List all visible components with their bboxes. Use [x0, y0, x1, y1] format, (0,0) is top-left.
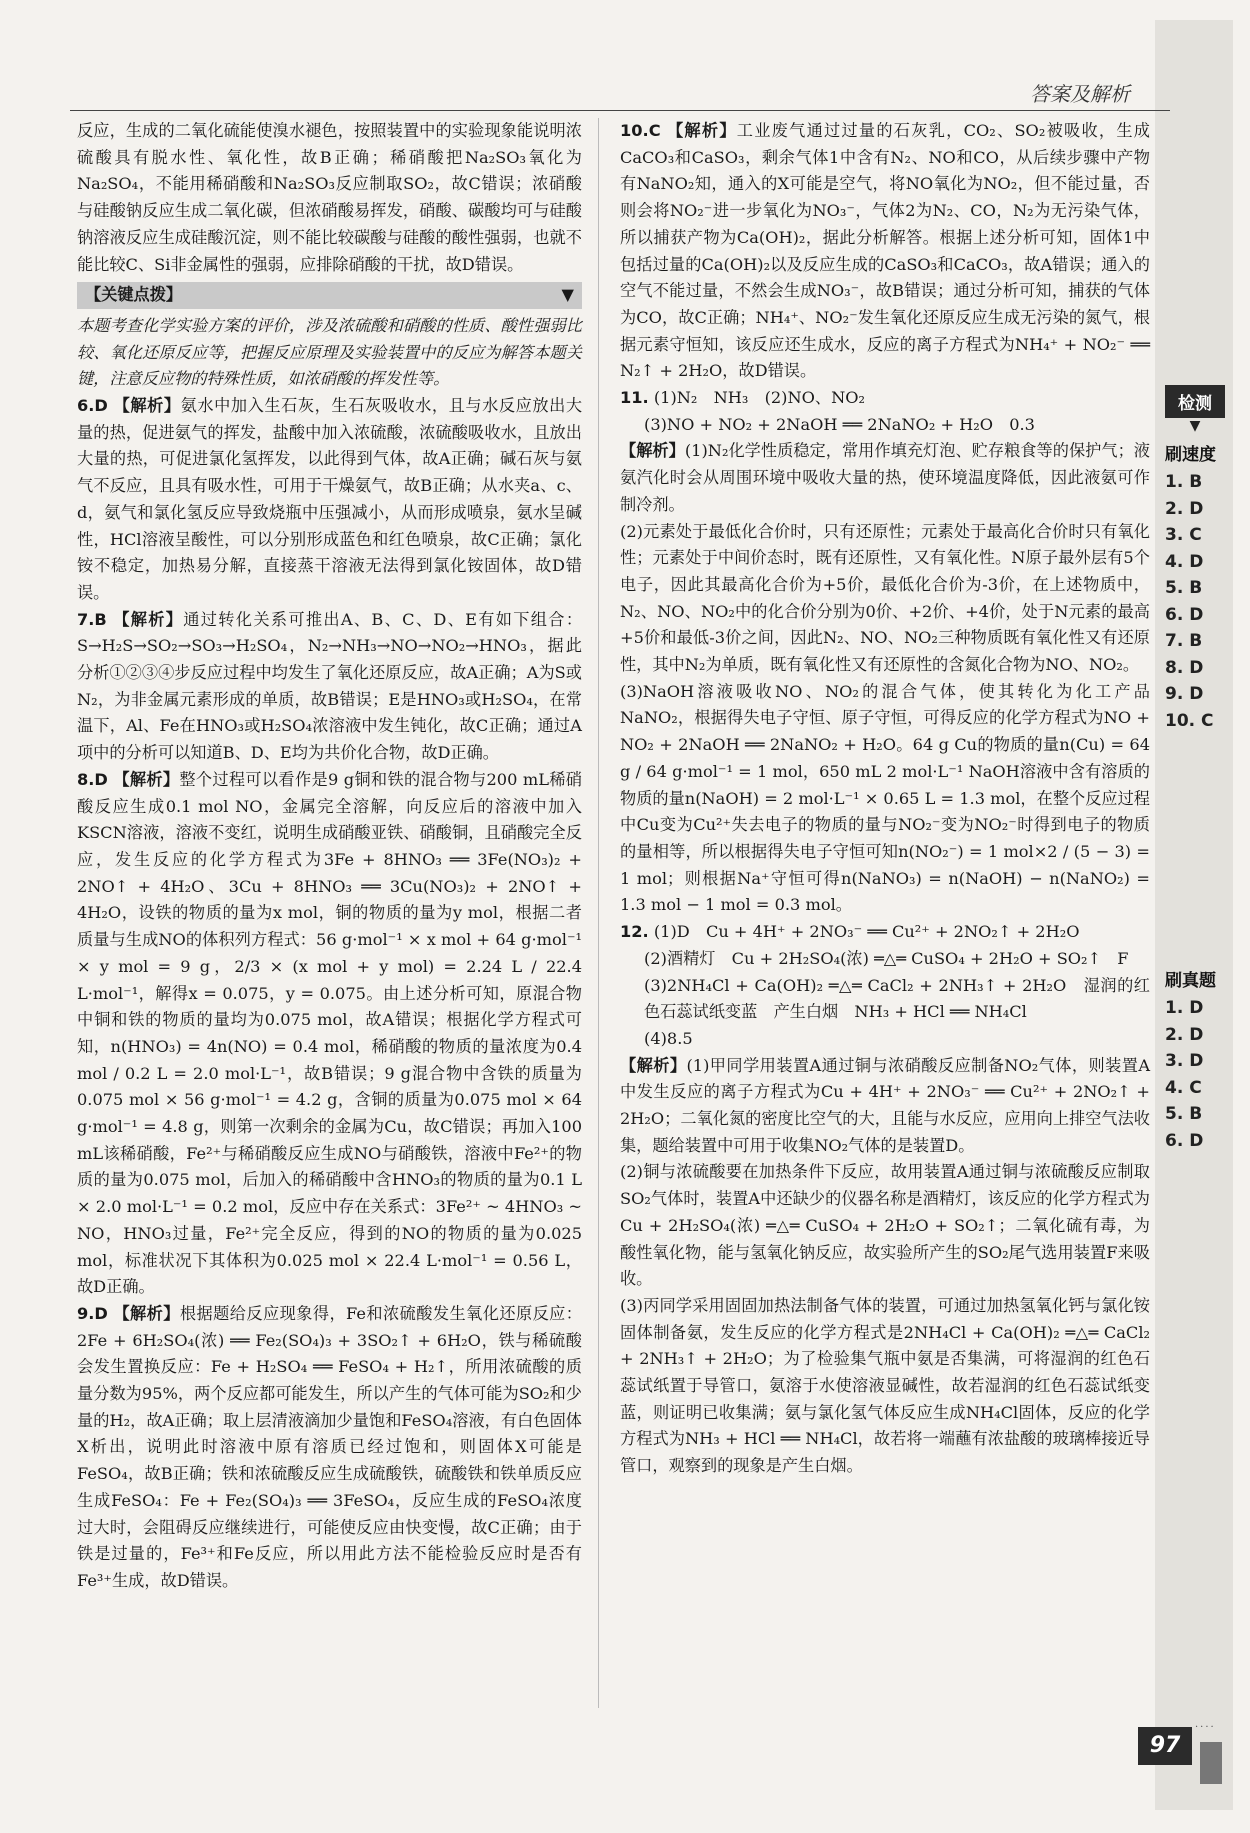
sidebar-answer: 3. C	[1165, 525, 1202, 545]
question-analysis	[77, 767, 582, 1301]
keypoint-header	[77, 282, 582, 309]
answer-text: (4)8.5	[644, 1028, 693, 1048]
analysis-text: 通过转化关系可推出A、B、C、D、E有如下组合：S→H₂S→SO₂→SO₃→H₂SO₄，N₂→NH₃→NO→NO₂→HNO₃，据此分析①②③④步反应过程中均发生了氧化还原反应，故A正确；A为S或N₂，为非金属元素形成的单质，故B错误；E是HNO₃或H₂SO₄，在常温下，Al、Fe在HNO₃或H₂SO₄浓溶液中发生钝化，故C正确；通过A项中的分析可以知道B、D、E均为共价化合物，故D正确。	[77, 609, 583, 763]
sidebar-answer: 2. D	[1165, 1024, 1204, 1045]
sidebar-answer: 7. B	[1165, 631, 1203, 651]
sidebar-group-title: 刷真题	[1165, 971, 1216, 991]
paragraph: (2)铜与浓硫酸要在加热条件下反应，故用装置A通过铜与浓硫酸反应制取SO₂气体时，装置A中还缺少的仪器名称是酒精灯，该反应的化学方程式为Cu + 2H₂SO₄(浓) ═△═ CuSO₄ + 2H₂O + SO₂↑；二氧化硫有毒，为酸性氧化物，能与氢氧化钠反应，故实验所产生的SO₂尾气选用装置F来吸收。	[620, 1162, 1150, 1289]
sidebar-answer: 1. D	[1165, 998, 1204, 1018]
analysis-tag: 【解析】	[620, 1055, 687, 1075]
sidebar-answer: 2. D	[1165, 498, 1204, 519]
sidebar-real-exam	[1165, 960, 1225, 1154]
page-dots: ····	[1195, 1722, 1216, 1733]
question-number: 6.	[77, 396, 95, 416]
header-rule	[70, 110, 1170, 111]
question-answer: B	[94, 609, 107, 629]
analysis-paragraph	[620, 438, 1150, 518]
page-number: 97	[1138, 1727, 1192, 1765]
answer-text: (1)D Cu + 4H⁺ + 2NO₃⁻ ══ Cu²⁺ + 2NO₂↑ + 2H₂O	[653, 922, 1080, 942]
answer-line	[644, 946, 1150, 973]
paragraph: 反应，生成的二氧化硫能使溴水褪色，按照装置中的实验现象能说明浓硫酸具有脱水性、氧化性，故B正确；稀硝酸把Na₂SO₃氧化为Na₂SO₄，不能用稀硝酸和Na₂SO₃反应制取SO₂，故C错误；浓硝酸与硅酸钠反应生成二氧化碳，但浓硝酸易挥发，硝酸、碳酸均可与硅酸钠溶液反应生成硅酸沉淀，则不能比较碳酸与硅酸的酸性强弱，也就不能比较C、Si非金属性的强弱，应排除硝酸的干扰，故D错误。	[77, 121, 582, 274]
sidebar-answer: 4. C	[1165, 1077, 1202, 1098]
analysis-paragraph	[620, 1053, 1150, 1160]
question-number: 11.	[620, 388, 649, 408]
sidebar-answer: 10. C	[1165, 710, 1214, 731]
keypoint-label: 【关键点拨】	[85, 285, 183, 305]
answer-text: (3)2NH₄Cl + Ca(OH)₂ ═△═ CaCl₂ + 2NH₃↑ + 2H₂O 湿润的红色石蕊试纸变蓝 产生白烟 NH₃ + HCl ══ NH₄Cl	[644, 975, 1150, 1022]
keypoint-text: 本题考查化学实验方案的评价，涉及浓硫酸和硝酸的性质、酸性强弱比较、氧化还原反应等，把握反应原理及实验装置中的反应为解答本题关键，注意反应物的特殊性质，如浓硝酸的挥发性等。	[77, 315, 582, 389]
answer-text: (1)N₂ NH₃ (2)NO、NO₂	[653, 388, 866, 408]
analysis-tag: 【解析】	[113, 609, 184, 629]
answer-line	[620, 919, 1150, 946]
sidebar-answer-list	[1165, 995, 1225, 1154]
question-analysis	[620, 118, 1150, 385]
analysis-text: 整个过程可以看作是9 g铜和铁的混合物与200 mL稀硝酸反应生成0.1 mol NO，金属完全溶解，向反应后的溶液中加入KSCN溶液，溶液不变红，说明生成硝酸亚铁、硝酸铜，且硝酸完全反应，发生反应的化学方程式为3Fe + 8HNO₃ ══ 3Fe(NO₃)₂ + 2NO↑ + 4H₂O、3Cu + 8HNO₃ ══ 3Cu(NO₃)₂ + 2NO↑ + 4H₂O，设铁的物质的量为x mol，铜的物质的量为y mol，根据二者质量与生成NO的体积列方程式：56 g·mol⁻¹ × x mol + 64 g·mol⁻¹ × y mol = 9 g，2/3 × (x mol + y mol) = 2.24 L / 22.4 L·mol⁻¹，解得x = 0.075，y = 0.075。由上述分析可知，原混合物中铜和铁的物质的量均为0.075 mol，故A错误；根据化学方程式可知，n(HNO₃) = 4n(NO) = 0.4 mol，稀硝酸的物质的量浓度为0.4 mol / 0.2 L = 2.0 mol·L⁻¹，故B错误；9 g混合物中含铁的质量为0.075 mol × 56 g·mol⁻¹ = 4.2 g，含铜的质量为0.075 mol × 64 g·mol⁻¹ = 4.8 g，则第一次剩余的金属为Cu，故C错误；再加入100 mL该稀硝酸，Fe²⁺与稀硝酸反应生成NO与硝酸铁，溶液中Fe²⁺的物质的量为0.075 mol，后加入的稀硝酸中含HNO₃的物质的量为0.1 L × 2.0 mol·L⁻¹ = 0.2 mol，反应中存在关系式：3Fe²⁺ ~ 4HNO₃ ~ NO，HNO₃过量，Fe²⁺完全反应，得到的NO的物质的量为0.025 mol，标准状况下其体积为0.025 mol × 22.4 L·mol⁻¹ = 0.56 L，故D正确。	[77, 769, 582, 1297]
sidebar-answer: 8. D	[1165, 657, 1204, 678]
question-number: 9.	[77, 1303, 95, 1323]
sidebar-answer: 5. B	[1165, 1104, 1203, 1124]
answer-line	[644, 973, 1150, 1026]
answer-text: (2)酒精灯 Cu + 2H₂SO₄(浓) ═△═ CuSO₄ + 2H₂O + SO₂↑ F	[644, 948, 1129, 968]
sidebar-answer-list	[1165, 469, 1225, 734]
answer-line	[644, 1026, 1150, 1053]
question-number: 8.	[77, 769, 95, 789]
question-number: 7.	[77, 609, 95, 629]
paragraph: (3)NaOH溶液吸收NO、NO₂的混合气体，使其转化为化工产品NaNO₂，根据得失电子守恒、原子守恒，可得反应的化学方程式为NO + NO₂ + 2NaOH ══ 2NaNO₂ + H₂O。64 g Cu的物质的量n(Cu) = 64 g / 64 g·mol⁻¹ = 1 mol，650 mL 2 mol·L⁻¹ NaOH溶液中含有溶质的物质的量n(NaOH) = 2 mol·L⁻¹ × 0.65 L = 1.3 mol，在整个反应过程中Cu变为Cu²⁺失去电子的物质的量与NO₂⁻变为NO₂⁻时得到电子的物质的量相等，所以根据得失电子守恒可知n(NO₂⁻) = 1 mol×2 / (5 − 3) = 1 mol；则根据Na⁺守恒可得n(NaNO₃) = n(NaOH) − n(NaNO₂) = 1.3 mol − 1 mol = 0.3 mol。	[620, 681, 1150, 915]
sidebar-answer: 5. B	[1165, 578, 1203, 598]
analysis-text: (1)N₂化学性质稳定，常用作填充灯泡、贮存粮食等的保护气；液氨汽化时会从周围环境中吸收大量的热，使环境温度降低，因此液氨可作制冷剂。	[620, 441, 1150, 514]
left-column	[77, 118, 582, 1595]
sidebar-answer: 6. D	[1165, 1130, 1204, 1151]
right-column	[620, 118, 1150, 1480]
sidebar-arrow-icon: ▼	[1189, 418, 1201, 434]
header-title: 答案及解析	[1030, 82, 1130, 106]
sidebar-speed	[1165, 385, 1225, 734]
sidebar-group-title: 刷速度	[1165, 445, 1216, 465]
question-answer: D	[94, 1303, 108, 1323]
analysis-text: 根据题给反应现象得，Fe和浓硫酸发生氧化还原反应：2Fe + 6H₂SO₄(浓) ══ Fe₂(SO₄)₃ + 3SO₂↑ + 6H₂O，铁与稀硫酸会发生置换反应：Fe + H₂SO₄ ══ FeSO₄ + H₂↑，所用浓硫酸的质量分数为95%，两个反应都可能发生，所以产生的气体可能为SO₂和少量的H₂，故A正确；取上层清液滴加少量饱和FeSO₄溶液，有白色固体X析出，说明此时溶液中原有溶质已经过饱和，则固体X可能是FeSO₄，故B正确；铁和浓硫酸反应生成硫酸铁，硫酸铁和铁单质反应生成FeSO₄：Fe + Fe₂(SO₄)₃ ══ 3FeSO₄，反应生成的FeSO₄浓度过大时，会阻碍反应继续进行，可能使反应由快变慢，故C正确；由于铁是过量的，Fe³⁺和Fe反应，所以用此方法不能检验反应时是否有Fe³⁺生成，故D错误。	[77, 1303, 582, 1590]
sidebar-answer: 9. D	[1165, 684, 1204, 704]
analysis-tag: 【解析】	[113, 396, 181, 416]
question-analysis	[77, 393, 582, 607]
triangle-down-icon: ▼	[561, 285, 574, 305]
paragraph: (2)元素处于最低化合价时，只有还原性；元素处于最高化合价时只有氧化性；元素处于中间价态时，既有还原性，又有氧化性。N原子最外层有5个电子，因此其最高化合价为+5价，最低化合价为-3价，在上述物质中，N₂、NO、NO₂中的化合价分别为0价、+2价、+4价，处于N元素的最高+5价和最低-3价之间，因此N₂、NO、NO₂三种物质既有氧化性又有还原性，其中N₂为单质，既有氧化性又有还原性的含氮化合物为NO、NO₂。	[620, 521, 1150, 675]
question-number: 12.	[620, 922, 649, 942]
paragraph: (3)丙同学采用固固加热法制备气体的装置，可通过加热氢氧化钙与氯化铵固体制备氨，发生反应的化学方程式是2NH₄Cl + Ca(OH)₂ ═△═ CaCl₂ + 2NH₃↑ + 2H₂O；为了检验集气瓶中氨是否集满，可将湿润的红色石蕊试纸置于导管口，氨溶于水使溶液显碱性，故若湿润的红色石蕊试纸变蓝，则证明已收集满；氨与氯化氢气体反应生成NH₄Cl固体，反应的化学方程式为NH₃ + HCl ══ NH₄Cl，故若将一端蘸有浓盐酸的玻璃棒接近导管口，观察到的现象是产生白烟。	[620, 1295, 1150, 1476]
sidebar-answer: 4. D	[1165, 551, 1204, 572]
sidebar-tab: 检测	[1165, 385, 1225, 418]
column-divider	[598, 118, 599, 1708]
answer-line	[620, 385, 1150, 412]
question-analysis	[77, 607, 582, 767]
analysis-text: 工业废气通过过量的石灰乳，CO₂、SO₂被吸收，生成CaCO₃和CaSO₃，剩余气体1中含有N₂、NO和CO，从后续步骤中产物有NaNO₂知，通入的X可能是空气，将NO氧化为NO₂，但不能过量，否则会将NO₂⁻进一步氧化为NO₃⁻，气体2为N₂、CO，N₂为无污染气体，所以捕获产物为Ca(OH)₂，据此分析解答。根据上述分析可知，固体1中包括过量的Ca(OH)₂以及反应生成的CaSO₃和CaCO₃，故A错误；通入的空气不能过量，不然会生成NO₃⁻，故B错误；通过分析可知，捕获的气体为CO，故C正确；NH₄⁺、NO₂⁻发生氧化还原反应生成无污染的氮气，根据元素守恒知，该反应还生成水，反应的离子方程式为NH₄⁺ + NO₂⁻ ══ N₂↑ + 2H₂O，故D错误。	[620, 121, 1150, 381]
question-analysis	[77, 1301, 582, 1595]
analysis-tag: 【解析】	[666, 121, 737, 140]
analysis-text: (1)甲同学用装置A通过铜与浓硝酸反应制备NO₂气体，则装置A中发生反应的离子方程式为Cu + 4H⁺ + 2NO₃⁻ ══ Cu²⁺ + 2NO₂↑ + 2H₂O；二氧化氮的密度比空气的大，且能与水反应，应用向上排空气法收集，题给装置中可用于收集NO₂气体的是装置D。	[620, 1055, 1151, 1155]
question-answer: D	[94, 769, 108, 789]
analysis-tag: 【解析】	[113, 769, 180, 789]
answer-text: (3)NO + NO₂ + 2NaOH ══ 2NaNO₂ + H₂O 0.3	[644, 414, 1035, 434]
sidebar-answer: 3. D	[1165, 1051, 1204, 1071]
corner-decoration	[1200, 1742, 1222, 1784]
side-band	[1155, 20, 1233, 1810]
answer-line	[644, 412, 1150, 439]
question-answer: D	[94, 396, 108, 416]
question-answer: C	[648, 121, 661, 140]
sidebar-answer: 1. B	[1165, 472, 1203, 492]
analysis-tag: 【解析】	[620, 441, 685, 461]
analysis-text: 氨水中加入生石灰，生石灰吸收水，且与水反应放出大量的热，促进氨气的挥发，盐酸中加入浓硫酸，浓硫酸吸收水，且放出大量的热，可促进氯化氢挥发，以此得到气体，故A正确；碱石灰与氨气不反应，且具有吸水性，可用于干燥氨气，故B正确；从水夹a、c、d，氨气和氯化氢反应导致烧瓶中压强减小，从而形成喷泉，氨水呈碱性，HCl溶液呈酸性，可以分别形成蓝色和红色喷泉，故C正确；氯化铵不稳定，加热易分解，直接蒸干溶液无法得到氯化铵固体，故D错误。	[77, 396, 583, 602]
question-number: 10.	[620, 121, 649, 140]
sidebar-answer: 6. D	[1165, 604, 1204, 625]
analysis-tag: 【解析】	[113, 1303, 180, 1323]
